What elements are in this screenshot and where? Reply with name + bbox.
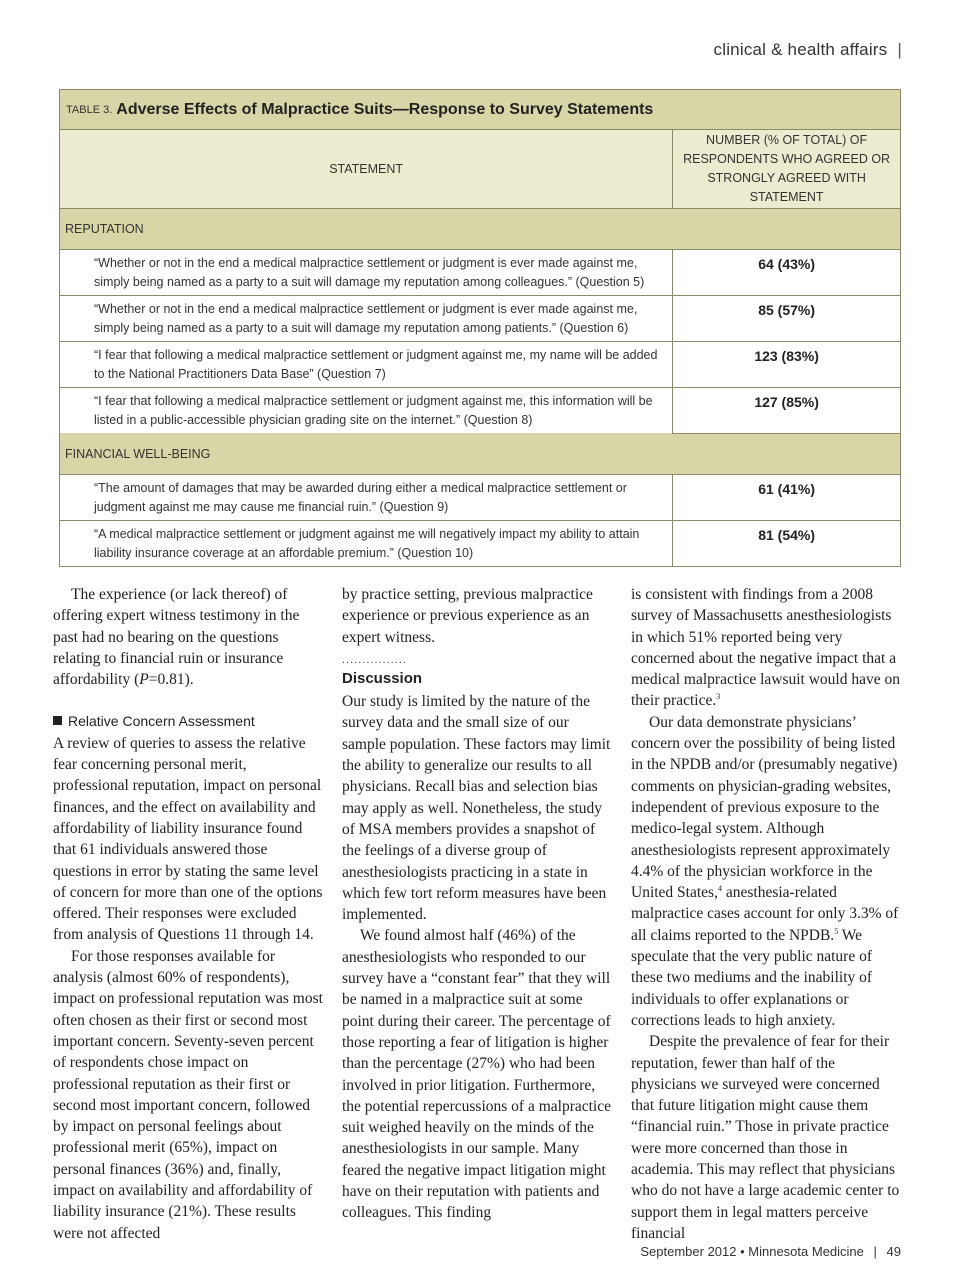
survey-table <box>59 89 901 567</box>
section-header <box>714 40 902 60</box>
table-row <box>60 250 901 296</box>
table-row <box>60 474 901 520</box>
square-bullet-icon <box>53 716 62 725</box>
value-cell: 64 (43%) <box>673 250 901 296</box>
table-header-row <box>60 130 901 209</box>
paragraph: by practice setting, previous malpractice experience or previous experience as an expert witness. <box>342 586 593 646</box>
reference-mark: 4 <box>717 884 722 893</box>
section-name: clinical & health affairs <box>713 40 888 59</box>
text-run: anesthesia-related malpractice cases account for only 3.3% of all claims reported to the NPDB. <box>631 884 899 944</box>
category-row-financial <box>60 433 901 474</box>
paragraph: A review of queries to assess the relative fear concerning personal merit, professional reputation, impact on personal finances, and the effect on availability and affordability of liability insurance found that 61 individuals answered those questions in error by stating the same level of concern for more than one of the options offered. Their responses were excluded from analysis of Questions 11 through 14. <box>53 734 323 944</box>
footer-separator: | <box>873 1244 877 1259</box>
header-separator: | <box>897 40 902 59</box>
text-run: =0.81). <box>148 671 194 689</box>
subheading <box>53 711 323 732</box>
paragraph <box>631 584 901 712</box>
page-number: 49 <box>886 1244 901 1259</box>
category-label: REPUTATION <box>60 209 901 250</box>
p-symbol: P <box>139 671 149 689</box>
paragraph <box>53 584 323 690</box>
column-3 <box>631 584 901 1244</box>
value-cell: 127 (85%) <box>673 388 901 434</box>
value-cell: 81 (54%) <box>673 520 901 566</box>
statement-cell: “I fear that following a medical malpractice settlement or judgment against me, my name will be added to the National Practitioners Data Base” (Question 7) <box>60 342 673 388</box>
footer-text: September 2012 • Minnesota Medicine <box>640 1244 864 1259</box>
paragraph <box>631 712 901 1031</box>
table-row <box>60 296 901 342</box>
value-cell: 85 (57%) <box>673 296 901 342</box>
statement-cell: “A medical malpractice settlement or judgment against me will negatively impact my ability to attain liability insurance coverage at an affordable premium.” (Question 10) <box>60 520 673 566</box>
text-run: is consistent with findings from a 2008 survey of Massachusetts anesthesiologists in which 51% reported being very concerned about the negative impact that a medical malpractice lawsuit would have on their practice. <box>631 586 901 710</box>
statement-column-header: STATEMENT <box>60 130 673 209</box>
table-grid <box>59 129 901 567</box>
value-cell: 61 (41%) <box>673 474 901 520</box>
page-footer <box>640 1244 901 1259</box>
text-run: Our data demonstrate physicians’ concern over the possibility of being listed in the NPDB and/or (presumably negative) comments on physician-grading websites, independent of previous exposure to the medico-legal system. Although anesthesiologists represent approximately 4.4% of the physician workforce in the United States, <box>631 713 898 902</box>
statement-cell: “Whether or not in the end a medical malpractice settlement or judgment is ever made against me, simply being named as a party to a suit will damage my reputation among patients.” (Question 6) <box>60 296 673 342</box>
statement-cell: “The amount of damages that may be awarded during either a medical malpractice settlement or judgment against me may cause me financial ruin.” (Question 9) <box>60 474 673 520</box>
category-label: FINANCIAL WELL-BEING <box>60 433 901 474</box>
paragraph: We found almost half (46%) of the anesthesiologists who responded to our survey have a “constant fear” that they will be named in a malpractice suit at some point during their career. The percentage of those reporting a fear of litigation is higher than the percentage (27%) who had been involved in prior litigation. Furthermore, the potential repercussions of a malpractice suit weighed heavily on the minds of the anesthesiologists in our sample. Many feared the negative impact litigation might have on their reputation with patients and colleagues. This finding <box>342 927 611 1222</box>
text-run: The experience (or lack thereof) of offering expert witness testimony in the past had no bearing on the questions relating to financial ruin or insurance affordability ( <box>53 586 300 689</box>
subheading-text: Relative Concern Assessment <box>68 713 255 730</box>
reference-mark: 5 <box>834 926 839 936</box>
column-2 <box>342 584 612 1224</box>
number-column-header: NUMBER (% OF TOTAL) OF RESPONDENTS WHO AGREED OR STRONGLY AGREED WITH STATEMENT <box>673 130 901 209</box>
value-cell: 123 (83%) <box>673 342 901 388</box>
table-tag: TABLE 3. <box>66 103 113 116</box>
table-caption: Adverse Effects of Malpractice Suits—Response to Survey Statements <box>116 100 654 118</box>
reference-mark: 3 <box>716 692 721 702</box>
discussion-heading: Discussion <box>342 669 423 687</box>
paragraph: For those responses available for analysis (almost 60% of respondents), impact on professional reputation was most often chosen as their first or second most important concern. Seventy-seven percent of respondents chose impact on professional reputation as their first or second most important concern, followed by impact on personal feelings about professional merit (65%), impact on personal finances (36%) and, finally, impact on availability and affordability of liability insurance (21%). These results were not affected <box>53 947 323 1242</box>
table-title <box>59 89 901 129</box>
column-1 <box>53 584 323 1244</box>
table-row <box>60 342 901 388</box>
category-row-reputation <box>60 209 901 250</box>
table-row <box>60 520 901 566</box>
paragraph: Our study is limited by the nature of the survey data and the small size of our sample population. These factors may limit the ability to generalize our results to all physicians. Recall bias and selection bias may apply as well. Nonetheless, the study of MSA members provides a snapshot of the feelings of a diverse group of anesthesiologists practicing in a state in which few tort reform measures have been implemented. <box>342 693 611 924</box>
dotted-rule: ................ <box>342 653 407 666</box>
paragraph: Despite the prevalence of fear for their reputation, fewer than half of the physicians we surveyed were concerned that future litigation might cause them “financial ruin.” Those in private practice were more concerned than those in academia. This may reflect that physicians who do not have a large academic center to support them in legal matters perceive financial <box>631 1033 900 1242</box>
statement-cell: “I fear that following a medical malpractice settlement or judgment against me, this information will be listed in a public-accessible physician grading site on the internet.” (Question 8) <box>60 388 673 434</box>
text-run: We speculate that the very public nature of these two mediums and the inability of individuals to offer explanations or corrections leads to high anxiety. <box>631 926 873 1029</box>
table-row <box>60 388 901 434</box>
statement-cell: “Whether or not in the end a medical malpractice settlement or judgment is ever made against me, simply being named as a party to a suit will damage my reputation among colleagues.” (Question 5) <box>60 250 673 296</box>
